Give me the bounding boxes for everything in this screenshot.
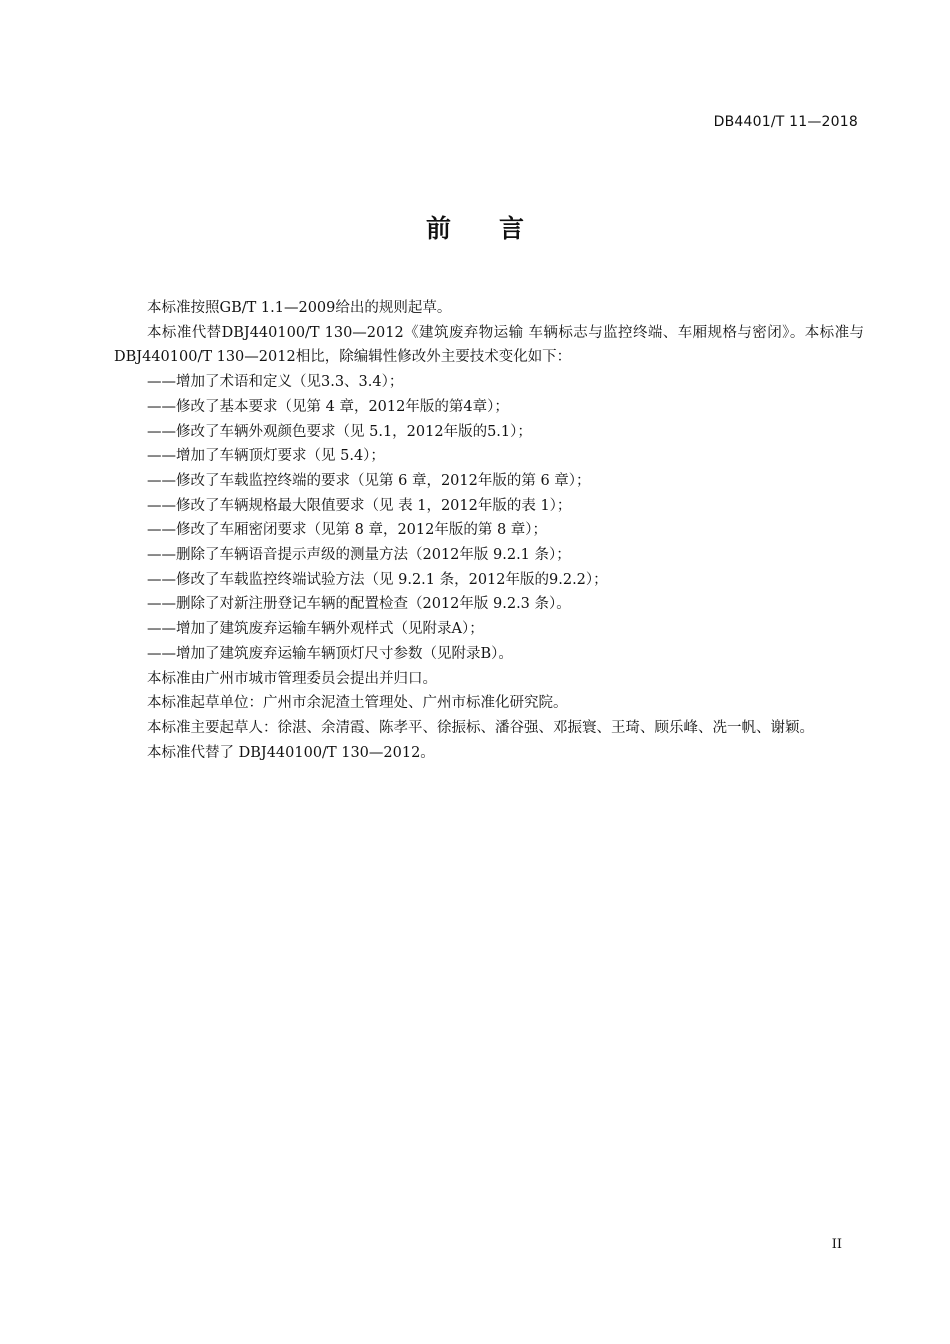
paragraph-drafting-units: 本标准起草单位：广州市余泥渣土管理处、广州市标准化研究院。: [147, 695, 568, 712]
page-number: II: [831, 1237, 842, 1252]
standard-number: DB4401/T 11—2018: [713, 114, 858, 130]
list-item: ——修改了基本要求（见第 4 章，2012年版的第4章）；: [147, 398, 509, 415]
changes-list: [114, 370, 864, 666]
paragraph-replacement: 本标准代替DBJ440100/T 130—2012《建筑废弃物运输 车辆标志与监控终端、车厢规格与密闭》。本标准与DBJ440100/T 130—2012相比，除编辑性修改外主要技术变化如下：: [114, 324, 864, 366]
list-item: ——增加了术语和定义（见3.3、3.4）；: [147, 374, 404, 391]
list-item: ——增加了建筑废弃运输车辆外观样式（见附录A）；: [147, 621, 484, 638]
foreword-body: [114, 296, 864, 765]
list-item: ——修改了车载监控终端的要求（见第 6 章，2012年版的第 6 章）；: [147, 472, 591, 489]
page-title: 前言: [425, 214, 572, 243]
list-item: ——删除了车辆语音提示声级的测量方法（2012年版 9.2.1 条）；: [147, 547, 571, 564]
paragraph-proposer: 本标准由广州市城市管理委员会提出并归口。: [147, 670, 437, 687]
list-item: ——修改了车辆外观颜色要求（见 5.1，2012年版的5.1）；: [147, 423, 532, 440]
list-item: ——修改了车厢密闭要求（见第 8 章，2012年版的第 8 章）；: [147, 522, 548, 539]
list-item: ——删除了对新注册登记车辆的配置检查（2012年版 9.2.3 条）。: [147, 596, 571, 613]
paragraph-replaces: 本标准代替了 DBJ440100/T 130—2012。: [147, 744, 435, 761]
list-item: ——修改了车辆规格最大限值要求（见 表 1，2012年版的表 1）；: [147, 497, 572, 514]
paragraph-drafting-rules: 本标准按照GB/T 1.1—2009给出的规则起草。: [147, 300, 452, 316]
paragraph-drafters: 本标准主要起草人：徐湛、余清霞、陈孝平、徐振标、潘谷强、邓振寰、王琦、顾乐峰、冼一帆、谢颖。: [147, 719, 814, 736]
list-item: ——增加了车辆顶灯要求（见 5.4）；: [147, 448, 385, 465]
list-item: ——修改了车载监控终端试验方法（见 9.2.1 条，2012年版的9.2.2）；: [147, 571, 608, 588]
list-item: ——增加了建筑废弃运输车辆顶灯尺寸参数（见附录B）。: [147, 645, 513, 662]
